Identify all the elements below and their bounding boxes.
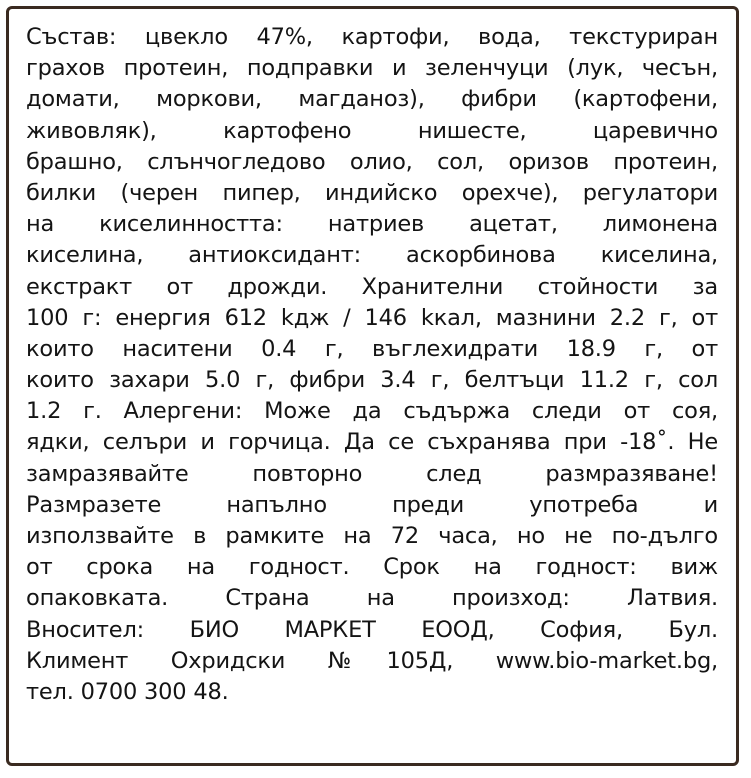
text-line: киселина, антиоксидант: аскорбинова киселина, xyxy=(26,242,718,269)
text-line: използвайте в рамките на 72 часа, но не по-дълго xyxy=(26,523,718,549)
text-line: брашно, слънчогледово олио, сол, оризов протеин, xyxy=(26,148,718,175)
text-line: грахов протеин, подправки и зеленчуци (лук, чесън, xyxy=(26,55,718,82)
text-line: на киселинността: натриев ацетат, лимонена xyxy=(26,211,718,238)
text-line: 100 г: енергия 612 kдж / 146 kкал, мазнини 2.2 г, от xyxy=(26,304,718,331)
text-line: замразявайте повторно след размразяване! xyxy=(26,460,718,487)
text-line: екстракт от дрожди. Хранителни стойности за xyxy=(26,273,718,300)
text-line: ядки, селъри и горчица. Да се съхранява при -18˚. Не xyxy=(26,429,718,456)
text-line: опаковката. Страна на произход: Латвия. xyxy=(26,585,718,612)
text-line: които захари 5.0 г, фибри 3.4 г, белтъци 11.2 г, сол xyxy=(26,367,718,394)
text-line: тел. 0700 300 48. xyxy=(26,678,229,705)
text-line: живовляк), картофено нишесте, царевично xyxy=(26,117,718,144)
text-line: от срока на годност. Срок на годност: виж xyxy=(26,554,718,581)
text-line: билки (черен пипер, индийско орехче), регулатори xyxy=(26,179,718,206)
text-line: Размразете напълно преди употреба и xyxy=(26,491,718,518)
text-line: Климент Охридски №105Д, www.bio-market.bg, xyxy=(26,647,718,674)
text-line: 1.2 г. Алергени: Може да съдържа следи от соя, xyxy=(26,398,718,425)
text-line: Състав: цвекло 47%, картофи, вода, текстуриран xyxy=(26,24,718,50)
text-line: които наситени 0.4 г, въглехидрати 18.9 г, от xyxy=(26,335,718,362)
text-line: домати, моркови, магданоз), фибри (картофени, xyxy=(26,86,718,113)
text-line: Вносител: БИО МАРКЕТ ЕООД, София, Бул. xyxy=(26,616,718,643)
ingredients-text-block xyxy=(26,22,718,708)
